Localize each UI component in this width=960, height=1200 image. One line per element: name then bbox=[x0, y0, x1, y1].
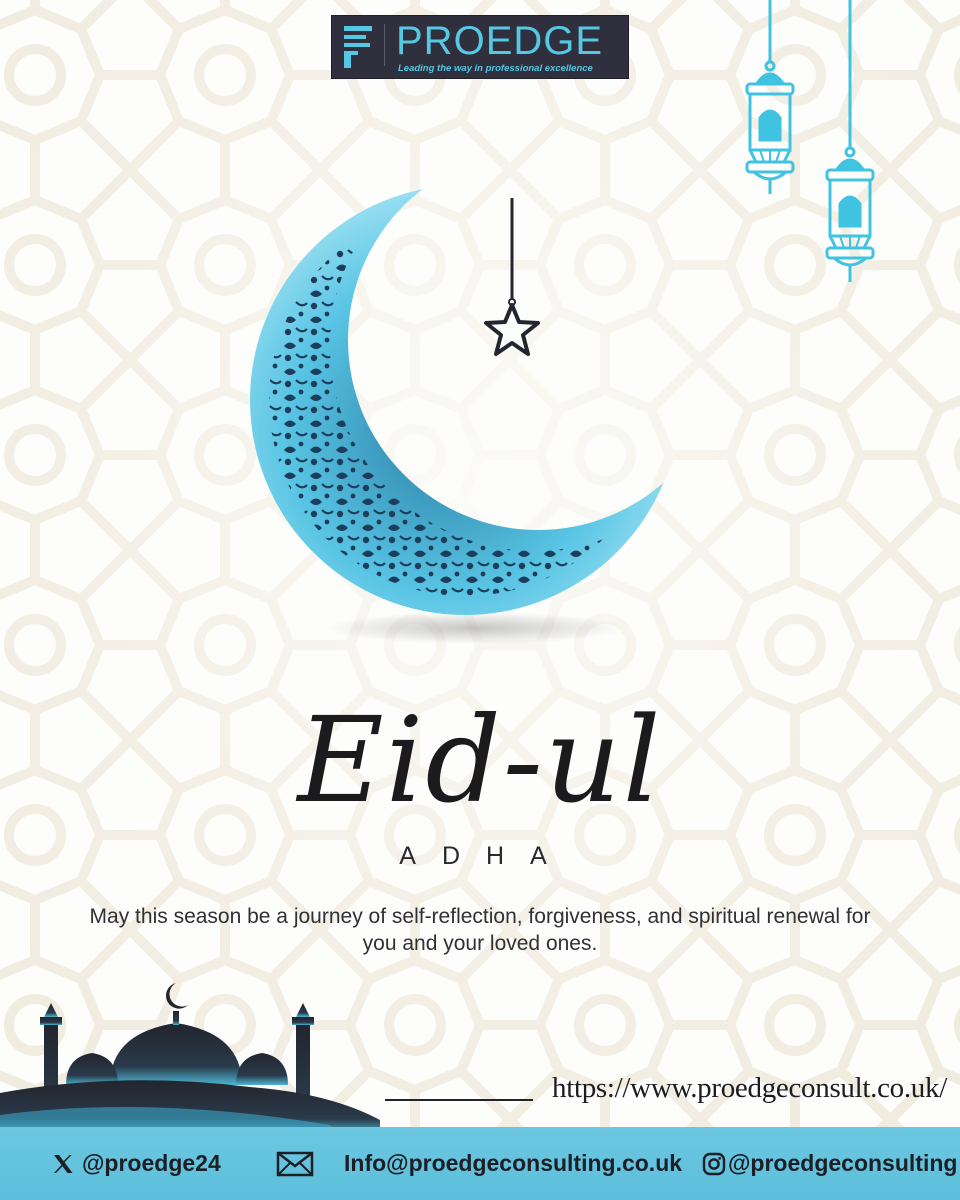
crescent-moon-illustration bbox=[230, 170, 710, 650]
url-divider-line bbox=[385, 1099, 533, 1101]
brand-tagline: Leading the way in professional excellence bbox=[398, 63, 593, 74]
greeting-message: May this season be a journey of self-reflection, forgiveness, and spiritual renewal for you and your loved ones. bbox=[89, 905, 871, 955]
instagram-icon bbox=[702, 1152, 726, 1176]
brand-logo bbox=[331, 15, 629, 79]
brand-mark-icon bbox=[342, 24, 376, 70]
x-icon bbox=[52, 1153, 74, 1175]
email-item[interactable] bbox=[276, 1127, 682, 1200]
instagram-handle-item[interactable] bbox=[702, 1127, 957, 1200]
lantern-right-icon bbox=[827, 0, 873, 282]
greeting-subtitle: ADHA bbox=[399, 842, 573, 870]
twitter-handle: @proedge24 bbox=[82, 1150, 221, 1176]
instagram-handle: @proedgeconsulting bbox=[728, 1150, 958, 1176]
brand-name-part2: EDGE bbox=[485, 19, 604, 63]
envelope-icon bbox=[276, 1151, 314, 1177]
logo-divider bbox=[384, 24, 385, 66]
hanging-lanterns bbox=[730, 0, 900, 300]
twitter-handle-item[interactable] bbox=[52, 1127, 221, 1200]
greeting-title: Eid-ul bbox=[297, 691, 663, 829]
mosque-silhouette bbox=[0, 975, 560, 1135]
website-link[interactable]: https://www.proedgeconsult.co.uk/ bbox=[552, 1072, 947, 1104]
lantern-left-icon bbox=[747, 0, 793, 194]
contact-footer bbox=[0, 1127, 960, 1200]
brand-name-part1: PRO bbox=[396, 19, 486, 63]
brand-name bbox=[396, 17, 603, 65]
email-address: Info@proedgeconsulting.co.uk bbox=[344, 1150, 683, 1176]
